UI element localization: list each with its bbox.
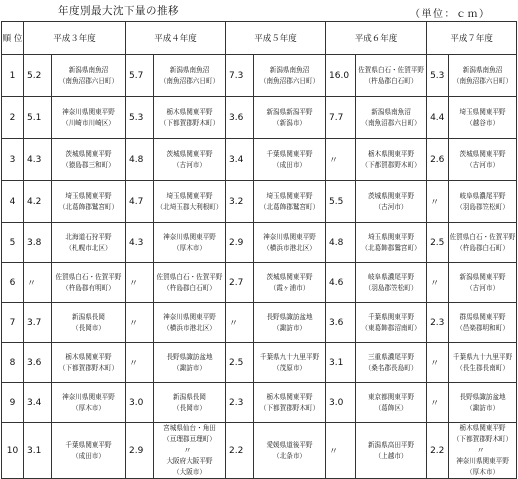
location-cell xyxy=(52,97,126,139)
table-row xyxy=(2,343,517,383)
location-city: （横浜市港北区） xyxy=(263,243,316,252)
location-cell xyxy=(52,383,126,423)
location-area: 佐賀県白石・佐賀平野 xyxy=(55,272,122,281)
location-city: （諏訪市） xyxy=(273,323,307,332)
location-city: （猿島郡三和町） xyxy=(62,160,115,169)
table-row xyxy=(2,223,517,263)
location-cell xyxy=(254,423,326,479)
table-row xyxy=(2,423,517,479)
subsidence-value: 2.9 xyxy=(226,223,254,263)
location-area: 茨城県関東平野 xyxy=(367,191,415,200)
table-row xyxy=(2,303,517,343)
subsidence-value: 5.3 xyxy=(427,55,449,97)
location-city: （長岡市） xyxy=(72,323,105,332)
subsidence-value: 2.3 xyxy=(226,383,254,423)
subsidence-value: 16.0 xyxy=(326,55,356,97)
header-row xyxy=(2,22,517,55)
header-year: 平成６年度 xyxy=(326,22,427,55)
subsidence-value: 〃 xyxy=(24,263,52,303)
location-cell xyxy=(449,303,517,343)
location-city: （古河市） xyxy=(466,160,500,169)
location-cell xyxy=(449,139,517,181)
location-city: （下都賀郡野木町） xyxy=(159,118,220,127)
location-area: 神奈川県関東平野 xyxy=(263,232,316,241)
location-cell xyxy=(254,55,326,97)
subsidence-value: 5.5 xyxy=(326,181,356,223)
ditto-mark: 〃 xyxy=(183,446,192,455)
location-area: 新潟県南魚沼 xyxy=(371,107,411,116)
location-area: 神奈川県関東平野 xyxy=(456,457,509,465)
location-area: 新潟県南魚沼 xyxy=(68,65,109,74)
location-city: （横浜市港北区） xyxy=(163,323,216,332)
header-year: 平成５年度 xyxy=(226,22,326,55)
location-city: （古河市） xyxy=(466,283,500,292)
location-area: 新潟県長岡 xyxy=(72,312,105,321)
subsidence-value: 〃 xyxy=(226,303,254,343)
location-city: （東葛飾郡沼南町） xyxy=(361,323,421,332)
subsidence-value: 〃 xyxy=(126,303,154,343)
location-area: 愛媛県道後平野 xyxy=(266,440,313,449)
location-city: （下都賀郡野木町） xyxy=(58,363,119,372)
table-row xyxy=(2,97,517,139)
subsidence-value: 2.5 xyxy=(226,343,254,383)
location-cell xyxy=(254,97,326,139)
subsidence-value: 3.1 xyxy=(24,423,52,479)
location-city: （南魚沼郡六日町） xyxy=(259,76,320,85)
location-city: （成田市） xyxy=(72,451,105,460)
subsidence-value: 7.7 xyxy=(326,97,356,139)
subsidence-value: 2.9 xyxy=(126,423,154,479)
location-area: 佐賀県白石・佐賀平野 xyxy=(449,232,516,241)
location-area: 茨城県関東平野 xyxy=(65,149,112,158)
location-cell xyxy=(449,55,517,97)
subsidence-value: 2.7 xyxy=(226,263,254,303)
location-cell xyxy=(449,263,517,303)
subsidence-value: 4.3 xyxy=(126,223,154,263)
location-area: 茨城県関東平野 xyxy=(266,272,313,281)
location-city: （北埼玉郡大利根町） xyxy=(156,202,223,211)
location-cell xyxy=(356,263,427,303)
location-cell xyxy=(154,263,226,303)
subsidence-value: 5.3 xyxy=(126,97,154,139)
location-cell xyxy=(154,303,226,343)
location-area: 千葉県九十九里平野 xyxy=(452,352,513,361)
location-area: 神奈川県関東平野 xyxy=(163,312,216,321)
location-city: （杵島郡有明町） xyxy=(62,283,115,292)
location-area: 千葉県九十九里平野 xyxy=(259,352,320,361)
location-city: （越谷市） xyxy=(466,118,500,127)
location-cell xyxy=(154,223,226,263)
location-area: 東京都関東平野 xyxy=(367,392,415,401)
location-area: 長野県諏訪盆地 xyxy=(166,352,213,361)
location-cell xyxy=(356,181,427,223)
location-cell xyxy=(154,139,226,181)
subsidence-value: 〃 xyxy=(427,343,449,383)
location-city: （北条市） xyxy=(273,451,307,460)
location-city: （南魚沼郡六日町） xyxy=(452,76,513,85)
location-area: 佐賀県白石・佐賀平野 xyxy=(358,65,425,74)
location-city: （下都賀郡野木町） xyxy=(361,160,421,169)
subsidence-value: 2.2 xyxy=(226,423,254,479)
subsidence-value: 〃 xyxy=(126,263,154,303)
location-city: （厚木市） xyxy=(173,243,206,252)
location-city: （邑楽郡明和町） xyxy=(456,323,509,332)
location-area: 新潟県南魚沼 xyxy=(269,65,310,74)
location-city: （下都賀郡野木町） xyxy=(452,435,513,443)
location-cell xyxy=(449,423,517,479)
location-cell xyxy=(52,343,126,383)
location-city: （杵島郡白石町） xyxy=(456,243,509,252)
location-area: 茨城県関東平野 xyxy=(459,149,506,158)
location-city: （南魚沼郡六日町） xyxy=(159,76,220,85)
location-area: 新潟県新潟平野 xyxy=(266,107,313,116)
location-cell xyxy=(449,181,517,223)
location-city: （羽島郡笠松町） xyxy=(456,202,509,211)
location-area: 新潟県南魚沼 xyxy=(462,65,503,74)
table-row xyxy=(2,55,517,97)
location-area: 千葉県関東平野 xyxy=(65,440,112,449)
subsidence-value: 〃 xyxy=(326,423,356,479)
location-area: 神奈川県関東平野 xyxy=(62,392,115,401)
location-city: （大阪市） xyxy=(173,468,206,476)
location-cell xyxy=(254,181,326,223)
subsidence-value: 3.0 xyxy=(126,383,154,423)
location-cell xyxy=(356,139,427,181)
location-city: （羽島郡笠松町） xyxy=(364,283,418,292)
rank-cell: 2 xyxy=(2,97,24,139)
location-city: （成田市） xyxy=(273,160,307,169)
location-cell xyxy=(254,303,326,343)
subsidence-value: 3.4 xyxy=(226,139,254,181)
location-city: （古河市） xyxy=(374,202,408,211)
location-cell xyxy=(449,343,517,383)
subsidence-value: 〃 xyxy=(427,181,449,223)
location-area: 栃木県関東平野 xyxy=(459,424,506,432)
subsidence-value: 3.7 xyxy=(24,303,52,343)
subsidence-value: 4.6 xyxy=(326,263,356,303)
location-cell xyxy=(356,303,427,343)
location-city: （下都賀郡野木町） xyxy=(259,403,320,412)
subsidence-value: 3.8 xyxy=(24,223,52,263)
rank-cell: 5 xyxy=(2,223,24,263)
subsidence-value: 3.6 xyxy=(24,343,52,383)
location-city: （厚木市） xyxy=(466,468,500,476)
location-area: 岐阜県濃尾平野 xyxy=(367,272,415,281)
header-rank: 順 位 xyxy=(2,22,24,55)
location-city: （北葛飾郡鷲宮町） xyxy=(259,202,320,211)
subsidence-value: 4.2 xyxy=(24,181,52,223)
location-city: （長生郡長南町） xyxy=(456,363,509,372)
location-city: （葛飾区） xyxy=(374,403,408,412)
location-city: （厚木市） xyxy=(72,403,105,412)
rank-cell: 3 xyxy=(2,139,24,181)
location-area: 大阪府大阪平野 xyxy=(166,457,213,465)
location-area: 宮城県仙台・角田 xyxy=(163,424,216,432)
location-cell xyxy=(356,383,427,423)
location-city: （霞ヶ浦市） xyxy=(269,283,310,292)
subsidence-value: 〃 xyxy=(126,343,154,383)
location-city: （南魚沼郡六日町） xyxy=(58,76,119,85)
subsidence-value: 2.6 xyxy=(427,139,449,181)
location-cell xyxy=(52,423,126,479)
subsidence-value: 3.1 xyxy=(326,343,356,383)
location-area: 神奈川県関東平野 xyxy=(62,107,115,116)
location-city: （杵島郡白石町） xyxy=(364,76,418,85)
location-cell xyxy=(356,423,427,479)
subsidence-value: 〃 xyxy=(326,139,356,181)
location-cell xyxy=(356,223,427,263)
location-city: （北葛飾郡鷲宮町） xyxy=(58,202,119,211)
location-area: 長野県諏訪盆地 xyxy=(459,392,506,401)
table-row xyxy=(2,139,517,181)
header-year: 平成３年度 xyxy=(24,22,126,55)
subsidence-value: 〃 xyxy=(427,263,449,303)
location-area: 千葉県関東平野 xyxy=(266,149,313,158)
ditto-mark: 〃 xyxy=(476,446,485,455)
rank-cell: 10 xyxy=(2,423,24,479)
location-cell xyxy=(356,55,427,97)
location-cell xyxy=(52,223,126,263)
location-cell xyxy=(254,263,326,303)
location-area: 長野県諏訪盆地 xyxy=(266,312,313,321)
location-city: （南魚沼郡六日町） xyxy=(361,118,421,127)
header-year: 平成４年度 xyxy=(126,22,226,55)
location-cell xyxy=(52,263,126,303)
subsidence-value: 2.2 xyxy=(427,423,449,479)
subsidence-value: 4.3 xyxy=(24,139,52,181)
location-area: 埼玉県関東平野 xyxy=(459,107,506,116)
subsidence-value: 4.8 xyxy=(326,223,356,263)
location-city: （古河市） xyxy=(173,160,206,169)
location-area: 新潟県長岡 xyxy=(173,392,206,401)
location-cell xyxy=(154,423,226,479)
rank-cell: 8 xyxy=(2,343,24,383)
rank-cell: 1 xyxy=(2,55,24,97)
table-row xyxy=(2,181,517,223)
subsidence-value: 〃 xyxy=(427,383,449,423)
location-area: 佐賀県白石・佐賀平野 xyxy=(156,272,223,281)
subsidence-value: 5.7 xyxy=(126,55,154,97)
location-area: 栃木県関東平野 xyxy=(65,352,112,361)
location-city: （長岡市） xyxy=(173,403,206,412)
subsidence-value: 3.4 xyxy=(24,383,52,423)
location-cell xyxy=(154,55,226,97)
location-area: 神奈川県関東平野 xyxy=(163,232,216,241)
unit-label: （単位：ｃｍ） xyxy=(410,9,491,20)
location-cell xyxy=(154,181,226,223)
subsidence-value: 7.3 xyxy=(226,55,254,97)
subsidence-value: 4.4 xyxy=(427,97,449,139)
subsidence-value: 5.1 xyxy=(24,97,52,139)
subsidence-value: 2.5 xyxy=(427,223,449,263)
subsidence-value: 4.8 xyxy=(126,139,154,181)
location-city: （諏訪市） xyxy=(173,363,206,372)
location-area: 埼玉県関東平野 xyxy=(266,191,313,200)
header-year: 平成７年度 xyxy=(427,22,517,55)
location-area: 埼玉県関東平野 xyxy=(166,191,213,200)
location-area: 埼玉県関東平野 xyxy=(65,191,112,200)
table-row xyxy=(2,383,517,423)
page-title: 年度別最大沈下量の推移 xyxy=(58,5,179,17)
subsidence-value: 3.6 xyxy=(226,97,254,139)
location-city: （桑名郡長島町） xyxy=(364,363,418,372)
location-cell xyxy=(154,343,226,383)
rank-cell: 6 xyxy=(2,263,24,303)
location-cell xyxy=(254,383,326,423)
location-cell xyxy=(52,181,126,223)
location-cell xyxy=(254,343,326,383)
subsidence-value: 2.3 xyxy=(427,303,449,343)
location-area: 茨城県関東平野 xyxy=(166,149,213,158)
location-area: 新潟県南魚沼 xyxy=(169,65,210,74)
location-city: （上越市） xyxy=(374,451,408,460)
location-cell xyxy=(52,55,126,97)
location-cell xyxy=(449,383,517,423)
location-area: 栃木県関東平野 xyxy=(166,107,213,116)
location-city: （札幌市北区） xyxy=(65,243,112,252)
subsidence-value: 4.7 xyxy=(126,181,154,223)
subsidence-table xyxy=(1,21,517,479)
location-city: （諏訪市） xyxy=(466,403,500,412)
subsidence-value: 5.2 xyxy=(24,55,52,97)
location-cell xyxy=(254,139,326,181)
subsidence-value: 3.2 xyxy=(226,181,254,223)
location-area: 岐阜県濃尾平野 xyxy=(459,191,506,200)
location-area: 埼玉県関東平野 xyxy=(367,232,415,241)
location-city: （茂原市） xyxy=(273,363,307,372)
rank-cell: 7 xyxy=(2,303,24,343)
location-cell xyxy=(52,303,126,343)
location-area: 新潟県関東平野 xyxy=(459,272,506,281)
table-row xyxy=(2,263,517,303)
location-city: （北葛飾郡鷲宮町） xyxy=(361,243,421,252)
location-cell xyxy=(154,383,226,423)
location-area: 栃木県関東平野 xyxy=(367,149,415,158)
location-area: 北海道石狩平野 xyxy=(65,232,112,241)
table-body xyxy=(2,55,517,479)
location-area: 群馬県関東平野 xyxy=(459,312,506,321)
location-cell xyxy=(154,97,226,139)
location-area: 三重県濃尾平野 xyxy=(367,352,415,361)
location-city: （川崎市川崎区） xyxy=(62,118,115,127)
rank-cell: 9 xyxy=(2,383,24,423)
location-cell xyxy=(52,139,126,181)
subsidence-value: 3.6 xyxy=(326,303,356,343)
location-cell xyxy=(449,97,517,139)
location-city: （杵島郡白石町） xyxy=(163,283,216,292)
location-area: 千葉県関東平野 xyxy=(367,312,415,321)
location-cell xyxy=(356,343,427,383)
location-area: 栃木県関東平野 xyxy=(266,392,313,401)
subsidence-value: 3.0 xyxy=(326,383,356,423)
rank-cell: 4 xyxy=(2,181,24,223)
location-cell xyxy=(356,97,427,139)
location-cell xyxy=(449,223,517,263)
location-city: （新潟市） xyxy=(273,118,307,127)
location-city: （亘理郡亘理町） xyxy=(163,435,216,443)
location-area: 新潟県高田平野 xyxy=(367,440,415,449)
location-cell xyxy=(254,223,326,263)
